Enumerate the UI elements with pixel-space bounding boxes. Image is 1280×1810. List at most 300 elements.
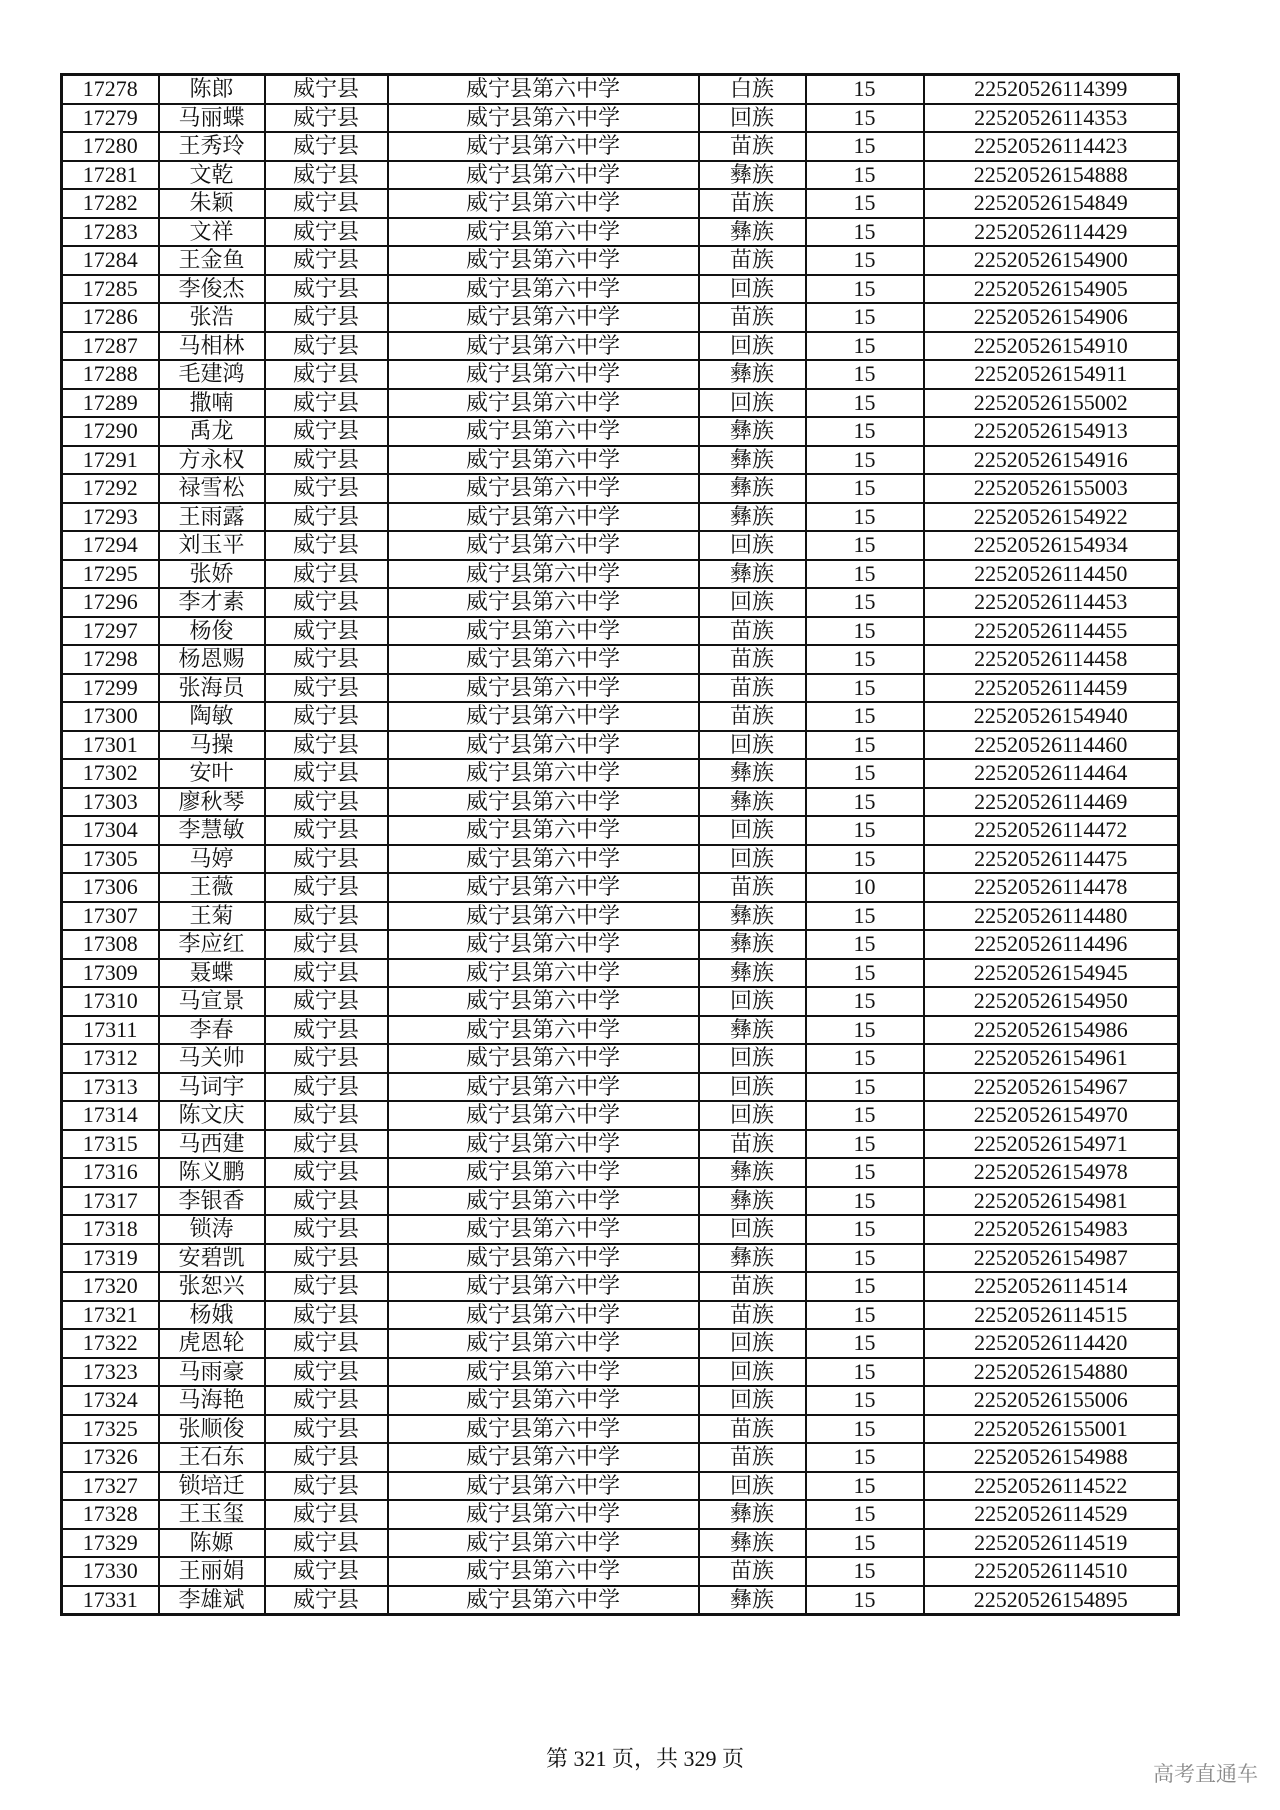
table-row [62, 360, 1179, 389]
cell-seq: 17281 [62, 161, 159, 190]
table-row [62, 902, 1179, 931]
cell-seq: 17330 [62, 1557, 159, 1586]
cell-exam-id: 22520526114514 [924, 1272, 1179, 1301]
cell-exam-id: 22520526114519 [924, 1529, 1179, 1558]
cell-county: 威宁县 [265, 303, 388, 332]
cell-school: 威宁县第六中学 [388, 1386, 699, 1415]
cell-seq: 17294 [62, 531, 159, 560]
table-row [62, 417, 1179, 446]
cell-seq: 17282 [62, 189, 159, 218]
cell-county: 威宁县 [265, 731, 388, 760]
cell-exam-id: 22520526114478 [924, 873, 1179, 902]
cell-ethnicity: 苗族 [699, 645, 806, 674]
cell-exam-id: 22520526154910 [924, 332, 1179, 361]
cell-school: 威宁县第六中学 [388, 1016, 699, 1045]
cell-name: 禄雪松 [159, 474, 265, 503]
table-row [62, 731, 1179, 760]
cell-county: 威宁县 [265, 617, 388, 646]
cell-ethnicity: 彝族 [699, 446, 806, 475]
cell-name: 陈文庆 [159, 1101, 265, 1130]
cell-score: 15 [806, 417, 924, 446]
cell-ethnicity: 回族 [699, 588, 806, 617]
cell-seq: 17311 [62, 1016, 159, 1045]
cell-ethnicity: 彝族 [699, 417, 806, 446]
cell-county: 威宁县 [265, 503, 388, 532]
cell-exam-id: 22520526114453 [924, 588, 1179, 617]
cell-exam-id: 22520526114522 [924, 1472, 1179, 1501]
cell-score: 15 [806, 303, 924, 332]
table-row [62, 816, 1179, 845]
cell-school: 威宁县第六中学 [388, 1529, 699, 1558]
table-row [62, 1586, 1179, 1615]
cell-exam-id: 22520526154895 [924, 1586, 1179, 1615]
cell-seq: 17321 [62, 1301, 159, 1330]
table-row [62, 218, 1179, 247]
cell-school: 威宁县第六中学 [388, 1358, 699, 1387]
cell-seq: 17304 [62, 816, 159, 845]
cell-county: 威宁县 [265, 417, 388, 446]
cell-score: 15 [806, 902, 924, 931]
cell-ethnicity: 苗族 [699, 873, 806, 902]
cell-name: 杨俊 [159, 617, 265, 646]
cell-county: 威宁县 [265, 75, 388, 104]
cell-name: 张浩 [159, 303, 265, 332]
cell-score: 15 [806, 360, 924, 389]
cell-exam-id: 22520526154970 [924, 1101, 1179, 1130]
cell-ethnicity: 回族 [699, 1073, 806, 1102]
cell-score: 15 [806, 1158, 924, 1187]
cell-school: 威宁县第六中学 [388, 987, 699, 1016]
page-number: 第 321 页，共 329 页 [545, 1746, 744, 1771]
cell-score: 15 [806, 1529, 924, 1558]
cell-ethnicity: 白族 [699, 75, 806, 104]
cell-seq: 17287 [62, 332, 159, 361]
cell-county: 威宁县 [265, 1044, 388, 1073]
cell-county: 威宁县 [265, 845, 388, 874]
cell-school: 威宁县第六中学 [388, 104, 699, 133]
cell-seq: 17280 [62, 132, 159, 161]
table-row [62, 702, 1179, 731]
table-row [62, 1500, 1179, 1529]
cell-ethnicity: 苗族 [699, 1130, 806, 1159]
cell-name: 王薇 [159, 873, 265, 902]
cell-seq: 17314 [62, 1101, 159, 1130]
cell-school: 威宁县第六中学 [388, 1044, 699, 1073]
table-row [62, 1215, 1179, 1244]
cell-name: 李才素 [159, 588, 265, 617]
cell-exam-id: 22520526154967 [924, 1073, 1179, 1102]
cell-name: 马雨豪 [159, 1358, 265, 1387]
cell-exam-id: 22520526114464 [924, 759, 1179, 788]
cell-seq: 17329 [62, 1529, 159, 1558]
cell-score: 15 [806, 161, 924, 190]
cell-seq: 17297 [62, 617, 159, 646]
cell-ethnicity: 回族 [699, 1101, 806, 1130]
cell-score: 15 [806, 1073, 924, 1102]
cell-ethnicity: 彝族 [699, 1016, 806, 1045]
table-row [62, 645, 1179, 674]
cell-seq: 17302 [62, 759, 159, 788]
cell-name: 刘玉平 [159, 531, 265, 560]
cell-school: 威宁县第六中学 [388, 1272, 699, 1301]
cell-exam-id: 22520526154940 [924, 702, 1179, 731]
cell-name: 聂蝶 [159, 959, 265, 988]
cell-name: 李俊杰 [159, 275, 265, 304]
cell-county: 威宁县 [265, 1329, 388, 1358]
cell-county: 威宁县 [265, 930, 388, 959]
cell-name: 马词宇 [159, 1073, 265, 1102]
cell-exam-id: 22520526154911 [924, 360, 1179, 389]
cell-school: 威宁县第六中学 [388, 189, 699, 218]
cell-county: 威宁县 [265, 1557, 388, 1586]
cell-school: 威宁县第六中学 [388, 702, 699, 731]
cell-name: 王秀玲 [159, 132, 265, 161]
cell-ethnicity: 彝族 [699, 218, 806, 247]
cell-score: 15 [806, 1016, 924, 1045]
cell-seq: 17285 [62, 275, 159, 304]
cell-exam-id: 22520526154978 [924, 1158, 1179, 1187]
cell-seq: 17295 [62, 560, 159, 589]
cell-score: 15 [806, 1130, 924, 1159]
cell-ethnicity: 彝族 [699, 1529, 806, 1558]
table-row [62, 189, 1179, 218]
cell-county: 威宁县 [265, 959, 388, 988]
cell-ethnicity: 彝族 [699, 1244, 806, 1273]
cell-score: 15 [806, 645, 924, 674]
cell-county: 威宁县 [265, 1301, 388, 1330]
cell-score: 15 [806, 189, 924, 218]
cell-exam-id: 22520526114353 [924, 104, 1179, 133]
table-row [62, 1443, 1179, 1472]
cell-exam-id: 22520526154905 [924, 275, 1179, 304]
cell-score: 15 [806, 389, 924, 418]
cell-school: 威宁县第六中学 [388, 617, 699, 646]
cell-county: 威宁县 [265, 1586, 388, 1615]
cell-school: 威宁县第六中学 [388, 1215, 699, 1244]
cell-school: 威宁县第六中学 [388, 218, 699, 247]
cell-name: 陶敏 [159, 702, 265, 731]
cell-seq: 17331 [62, 1586, 159, 1615]
cell-school: 威宁县第六中学 [388, 1329, 699, 1358]
cell-county: 威宁县 [265, 332, 388, 361]
cell-county: 威宁县 [265, 1187, 388, 1216]
cell-county: 威宁县 [265, 674, 388, 703]
table-row [62, 1130, 1179, 1159]
cell-name: 李银香 [159, 1187, 265, 1216]
cell-score: 15 [806, 1415, 924, 1444]
cell-county: 威宁县 [265, 902, 388, 931]
cell-exam-id: 22520526114420 [924, 1329, 1179, 1358]
table-row [62, 1529, 1179, 1558]
cell-score: 15 [806, 1586, 924, 1615]
cell-name: 撒喃 [159, 389, 265, 418]
cell-exam-id: 22520526154849 [924, 189, 1179, 218]
cell-seq: 17324 [62, 1386, 159, 1415]
cell-name: 李雄斌 [159, 1586, 265, 1615]
table-row [62, 1272, 1179, 1301]
cell-score: 15 [806, 674, 924, 703]
cell-seq: 17309 [62, 959, 159, 988]
cell-score: 15 [806, 1386, 924, 1415]
cell-name: 文乾 [159, 161, 265, 190]
cell-ethnicity: 苗族 [699, 1415, 806, 1444]
table-row [62, 788, 1179, 817]
table-row [62, 132, 1179, 161]
cell-county: 威宁县 [265, 1529, 388, 1558]
cell-name: 王金鱼 [159, 246, 265, 275]
cell-exam-id: 22520526114429 [924, 218, 1179, 247]
cell-score: 15 [806, 1272, 924, 1301]
cell-name: 锁涛 [159, 1215, 265, 1244]
cell-county: 威宁县 [265, 1215, 388, 1244]
cell-score: 15 [806, 218, 924, 247]
table-row [62, 959, 1179, 988]
cell-score: 15 [806, 617, 924, 646]
cell-score: 15 [806, 1187, 924, 1216]
cell-county: 威宁县 [265, 446, 388, 475]
table-row [62, 104, 1179, 133]
cell-exam-id: 22520526154971 [924, 1130, 1179, 1159]
cell-ethnicity: 回族 [699, 1329, 806, 1358]
table-body [62, 75, 1179, 1615]
cell-name: 锁培迁 [159, 1472, 265, 1501]
cell-seq: 17319 [62, 1244, 159, 1273]
cell-school: 威宁县第六中学 [388, 1443, 699, 1472]
cell-score: 15 [806, 104, 924, 133]
table-row [62, 303, 1179, 332]
cell-seq: 17291 [62, 446, 159, 475]
cell-exam-id: 22520526154916 [924, 446, 1179, 475]
cell-ethnicity: 彝族 [699, 560, 806, 589]
cell-exam-id: 22520526154950 [924, 987, 1179, 1016]
student-list-table [60, 73, 1180, 1616]
cell-school: 威宁县第六中学 [388, 1130, 699, 1159]
cell-name: 虎恩轮 [159, 1329, 265, 1358]
cell-school: 威宁县第六中学 [388, 816, 699, 845]
cell-score: 15 [806, 1101, 924, 1130]
cell-school: 威宁县第六中学 [388, 560, 699, 589]
table-row [62, 1358, 1179, 1387]
cell-exam-id: 22520526114510 [924, 1557, 1179, 1586]
cell-exam-id: 22520526114458 [924, 645, 1179, 674]
cell-seq: 17312 [62, 1044, 159, 1073]
cell-score: 15 [806, 1044, 924, 1073]
table-row [62, 1187, 1179, 1216]
cell-school: 威宁县第六中学 [388, 1158, 699, 1187]
table-row [62, 1101, 1179, 1130]
cell-score: 15 [806, 446, 924, 475]
cell-name: 廖秋琴 [159, 788, 265, 817]
cell-seq: 17305 [62, 845, 159, 874]
cell-county: 威宁县 [265, 189, 388, 218]
cell-exam-id: 22520526154906 [924, 303, 1179, 332]
table-row [62, 1329, 1179, 1358]
cell-score: 15 [806, 816, 924, 845]
cell-exam-id: 22520526114515 [924, 1301, 1179, 1330]
cell-exam-id: 22520526154987 [924, 1244, 1179, 1273]
cell-seq: 17299 [62, 674, 159, 703]
cell-exam-id: 22520526155006 [924, 1386, 1179, 1415]
cell-exam-id: 22520526114399 [924, 75, 1179, 104]
table-row [62, 1301, 1179, 1330]
cell-name: 张顺俊 [159, 1415, 265, 1444]
table-row [62, 1244, 1179, 1273]
cell-score: 15 [806, 531, 924, 560]
cell-name: 马宣景 [159, 987, 265, 1016]
cell-seq: 17325 [62, 1415, 159, 1444]
cell-name: 陈嫄 [159, 1529, 265, 1558]
cell-score: 15 [806, 731, 924, 760]
cell-ethnicity: 回族 [699, 531, 806, 560]
cell-ethnicity: 彝族 [699, 959, 806, 988]
cell-ethnicity: 苗族 [699, 674, 806, 703]
cell-name: 李慧敏 [159, 816, 265, 845]
cell-seq: 17307 [62, 902, 159, 931]
cell-school: 威宁县第六中学 [388, 930, 699, 959]
cell-exam-id: 22520526154922 [924, 503, 1179, 532]
table-row [62, 674, 1179, 703]
cell-score: 15 [806, 503, 924, 532]
table-row [62, 588, 1179, 617]
cell-school: 威宁县第六中学 [388, 1073, 699, 1102]
cell-seq: 17300 [62, 702, 159, 731]
cell-exam-id: 22520526154945 [924, 959, 1179, 988]
cell-ethnicity: 彝族 [699, 360, 806, 389]
cell-school: 威宁县第六中学 [388, 674, 699, 703]
cell-county: 威宁县 [265, 1244, 388, 1273]
cell-score: 10 [806, 873, 924, 902]
cell-exam-id: 22520526114460 [924, 731, 1179, 760]
table-row [62, 1158, 1179, 1187]
watermark-logo-text: 高考直通车 [1153, 1762, 1258, 1786]
cell-school: 威宁县第六中学 [388, 75, 699, 104]
table-row [62, 873, 1179, 902]
cell-exam-id: 22520526114472 [924, 816, 1179, 845]
cell-name: 马海艳 [159, 1386, 265, 1415]
cell-score: 15 [806, 1358, 924, 1387]
cell-score: 15 [806, 1301, 924, 1330]
cell-ethnicity: 彝族 [699, 1187, 806, 1216]
cell-ethnicity: 回族 [699, 1386, 806, 1415]
cell-exam-id: 22520526114496 [924, 930, 1179, 959]
cell-name: 张娇 [159, 560, 265, 589]
cell-seq: 17328 [62, 1500, 159, 1529]
cell-score: 15 [806, 560, 924, 589]
cell-ethnicity: 彝族 [699, 161, 806, 190]
cell-seq: 17315 [62, 1130, 159, 1159]
cell-school: 威宁县第六中学 [388, 1101, 699, 1130]
cell-ethnicity: 回族 [699, 1044, 806, 1073]
cell-ethnicity: 回族 [699, 845, 806, 874]
cell-ethnicity: 苗族 [699, 617, 806, 646]
cell-county: 威宁县 [265, 1073, 388, 1102]
cell-school: 威宁县第六中学 [388, 731, 699, 760]
cell-name: 毛建鸿 [159, 360, 265, 389]
cell-score: 15 [806, 987, 924, 1016]
cell-name: 安叶 [159, 759, 265, 788]
cell-seq: 17288 [62, 360, 159, 389]
cell-exam-id: 22520526154900 [924, 246, 1179, 275]
cell-name: 马操 [159, 731, 265, 760]
cell-ethnicity: 苗族 [699, 189, 806, 218]
table-row [62, 474, 1179, 503]
cell-name: 文祥 [159, 218, 265, 247]
table-row [62, 275, 1179, 304]
cell-score: 15 [806, 702, 924, 731]
cell-county: 威宁县 [265, 1130, 388, 1159]
cell-ethnicity: 彝族 [699, 788, 806, 817]
cell-score: 15 [806, 474, 924, 503]
cell-score: 15 [806, 588, 924, 617]
cell-ethnicity: 回族 [699, 275, 806, 304]
cell-ethnicity: 回族 [699, 1358, 806, 1387]
cell-exam-id: 22520526114469 [924, 788, 1179, 817]
cell-name: 马相林 [159, 332, 265, 361]
cell-name: 陈郎 [159, 75, 265, 104]
cell-school: 威宁县第六中学 [388, 474, 699, 503]
cell-school: 威宁县第六中学 [388, 1557, 699, 1586]
cell-score: 15 [806, 930, 924, 959]
table-row [62, 930, 1179, 959]
cell-school: 威宁县第六中学 [388, 389, 699, 418]
cell-ethnicity: 彝族 [699, 1158, 806, 1187]
table-row [62, 560, 1179, 589]
cell-seq: 17327 [62, 1472, 159, 1501]
cell-exam-id: 22520526114480 [924, 902, 1179, 931]
cell-ethnicity: 回族 [699, 1215, 806, 1244]
cell-exam-id: 22520526114423 [924, 132, 1179, 161]
cell-exam-id: 22520526154961 [924, 1044, 1179, 1073]
cell-ethnicity: 彝族 [699, 474, 806, 503]
cell-school: 威宁县第六中学 [388, 417, 699, 446]
cell-exam-id: 22520526114529 [924, 1500, 1179, 1529]
cell-name: 张海员 [159, 674, 265, 703]
cell-county: 威宁县 [265, 389, 388, 418]
cell-name: 禹龙 [159, 417, 265, 446]
cell-seq: 17313 [62, 1073, 159, 1102]
table-row [62, 75, 1179, 104]
table-row [62, 1073, 1179, 1102]
cell-ethnicity: 彝族 [699, 503, 806, 532]
cell-score: 15 [806, 275, 924, 304]
cell-county: 威宁县 [265, 702, 388, 731]
cell-score: 15 [806, 845, 924, 874]
cell-school: 威宁县第六中学 [388, 1586, 699, 1615]
cell-ethnicity: 彝族 [699, 1500, 806, 1529]
cell-school: 威宁县第六中学 [388, 161, 699, 190]
cell-ethnicity: 回族 [699, 389, 806, 418]
cell-seq: 17290 [62, 417, 159, 446]
cell-school: 威宁县第六中学 [388, 845, 699, 874]
table-row [62, 531, 1179, 560]
cell-ethnicity: 苗族 [699, 132, 806, 161]
cell-score: 15 [806, 1500, 924, 1529]
cell-name: 安碧凯 [159, 1244, 265, 1273]
cell-county: 威宁县 [265, 218, 388, 247]
cell-school: 威宁县第六中学 [388, 645, 699, 674]
cell-name: 马西建 [159, 1130, 265, 1159]
cell-seq: 17284 [62, 246, 159, 275]
cell-name: 王菊 [159, 902, 265, 931]
cell-ethnicity: 彝族 [699, 759, 806, 788]
cell-school: 威宁县第六中学 [388, 1244, 699, 1273]
cell-seq: 17316 [62, 1158, 159, 1187]
cell-ethnicity: 回族 [699, 731, 806, 760]
cell-school: 威宁县第六中学 [388, 275, 699, 304]
cell-county: 威宁县 [265, 1016, 388, 1045]
cell-school: 威宁县第六中学 [388, 1301, 699, 1330]
cell-county: 威宁县 [265, 759, 388, 788]
